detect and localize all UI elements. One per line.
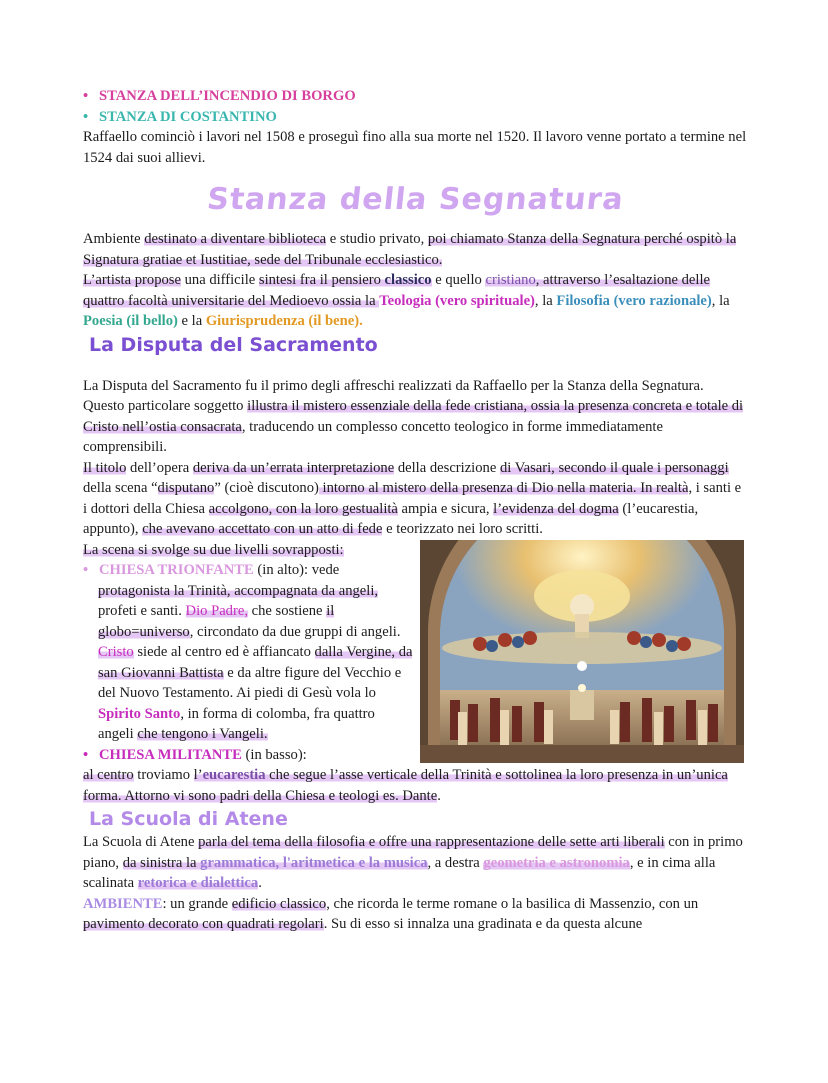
paragraph-ambiente-scuola: AMBIENTE: un grande edificio classico, che ricorda le terme romane o la basilica di Massenzio, con un pavimento decorato con quadrati regolari. Su di esso si innalza una gradinata e da questa alcune (83, 895, 699, 932)
paragraph-scuola: La Scuola di Atene parla del tema della filosofia e offre una rappresentazione delle sette arti liberali con in primo piano, da sinistra la grammatica, l'aritmetica e la musica, a destra geometria e astronomia, e in cima alla scalinata retorica e dialettica. (83, 834, 743, 891)
list-item: • STANZA DI COSTANTINO (83, 108, 277, 125)
two-column-section (83, 540, 748, 766)
list-item: • STANZA DELL’INCENDIO DI BORGO (83, 88, 356, 104)
stanza-costantino: STANZA DI COSTANTINO (99, 108, 277, 125)
paragraph-sintesi: L’artista propose una difficile sintesi fra il pensiero classico e quello cristiano, attraverso l’esaltazione delle quattro facoltà universitarie del Medioevo ossia la Teologia (vero spirituale), la Filosofia (vero razionale), la Poesia (il bello) e la Giurisprudenza (il bene). (83, 272, 730, 329)
paragraph-livelli: La scena si svolge su due livelli sovrapposti: (83, 541, 344, 558)
paragraph-disputa-intro: La Disputa del Sacramento fu il primo degli affreschi realizzati da Raffaello per la Stanza della Segnatura. Questo particolare soggetto illustra il mistero essenziale della fede cristiana, ossia la presenza concreta e totale di Cristo nell’ostia consacrata, traducendo un complesso concetto teologico in forme immediatamente comprensibili. (83, 377, 744, 455)
scuola-title: La Scuola di Atene (89, 808, 288, 830)
paragraph-ambiente: Ambiente destinato a diventare biblioteca e studio privato, poi chiamato Stanza della Segnatura perché ospitò la Signatura gratiae et Iustitiae, sede del Tribunale ecclesiastico. (83, 231, 737, 268)
list-item-trionfante: • CHIESA TRIONFANTE (in alto): vede (83, 562, 340, 578)
document-page (83, 86, 748, 935)
section-title: Stanza della Segnatura (205, 182, 626, 217)
disputa-title: La Disputa del Sacramento (89, 333, 378, 356)
intro-paragraph: Raffaello cominciò i lavori nel 1508 e proseguì fino alla sua morte nel 1520. Il lavoro venne portato a termine nel 1524 dai suoi allievi. (83, 129, 747, 166)
list-item-militante: • CHIESA MILITANTE (in basso): (83, 746, 307, 763)
trionfante-text: protagonista la Trinità, accompagnata da angeli, profeti e santi. Dio Padre, che sostiene il globo=universo, circondato da due gruppi di angeli. Cristo siede al centro ed è affiancato dalla Vergine, da san Giovanni Battista e da altre figure del Vecchio e del Nuovo Testamento. Ai piedi di Gesù vola lo Spirito Santo, in forma di colomba, fra quattro angeli che tengono i Vangeli. (98, 582, 413, 742)
militante-text: al centro troviamo l’eucarestia che segue l’asse verticale della Trinità e sottolinea la loro presenza in un’unica forma. Attorno vi sono padri della Chiesa e teologi es. Dante. (83, 767, 728, 804)
stanza-incendio: STANZA DELL’INCENDIO DI BORGO (99, 88, 356, 104)
paragraph-titolo: Il titolo dell’opera deriva da un’errata interpretazione della descrizione di Vasari, secondo il quale i personaggi della scena “disputano” (cioè discutono) intorno al mistero della presenza di Dio nella materia. In realtà, i santi e i dottori della Chiesa accolgono, con la loro gestualità ampia e sicura, l’evidenza del dogma (l’eucarestia, appunto), che avevano accettato con un atto di fede e teorizzato nei loro scritti. (83, 459, 742, 537)
fresco-disputa-image (420, 540, 744, 763)
